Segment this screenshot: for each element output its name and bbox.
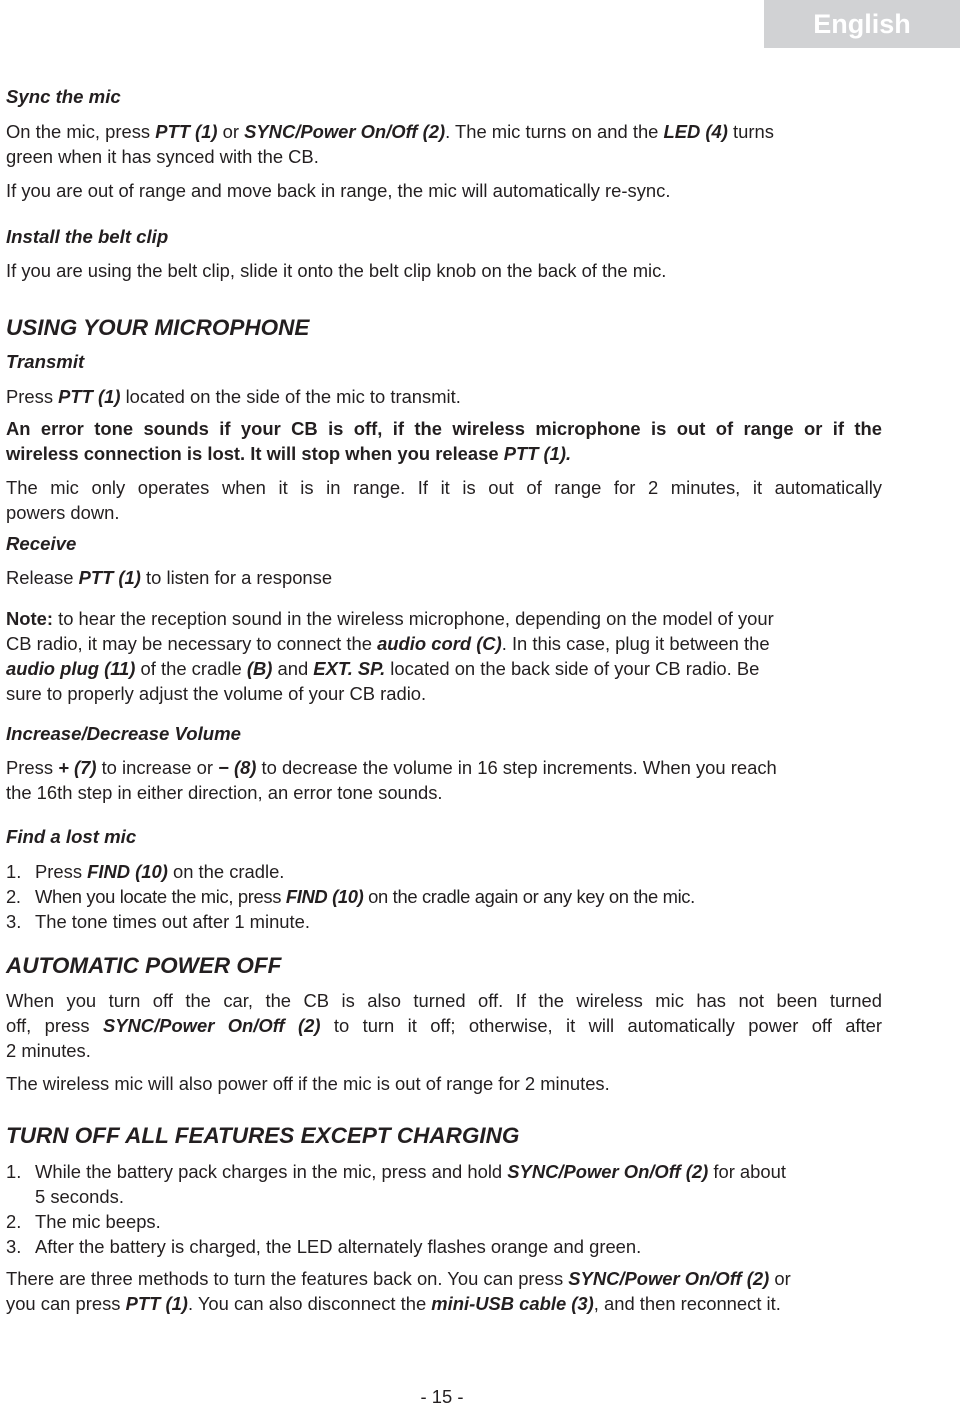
language-tab: English xyxy=(764,0,960,48)
list-item: 3. After the battery is charged, the LED alternately flashes orange and green. xyxy=(6,1236,642,1257)
paragraph-line: If you are using the belt clip, slide it onto the belt clip knob on the back of the mic. xyxy=(6,260,667,281)
list-item: 2. The mic beeps. xyxy=(6,1211,161,1232)
list-item: 1. Press FIND (10) on the cradle. xyxy=(6,861,285,882)
paragraph-line: Press + (7) to increase or − (8) to decrease the volume in 16 step increments. When you reach xyxy=(6,757,777,778)
paragraph-line: off, press SYNC/Power On/Off (2) to turn it off; otherwise, it will automatically power off after xyxy=(6,1015,882,1036)
paragraph-line: wireless connection is lost. It will stop when you release PTT (1). xyxy=(6,443,572,464)
note-line: sure to properly adjust the volume of your CB radio. xyxy=(6,683,427,704)
paragraph-line: An error tone sounds if your CB is off, if the wireless microphone is out of range or if the xyxy=(6,418,882,439)
section-heading-transmit: Transmit xyxy=(6,351,85,372)
note-line: CB radio, it may be necessary to connect the audio cord (C). In this case, plug it between the xyxy=(6,633,770,654)
paragraph-line: powers down. xyxy=(6,502,120,523)
list-item: 1. While the battery pack charges in the mic, press and hold SYNC/Power On/Off (2) for about xyxy=(6,1161,786,1182)
paragraph-line: When you turn off the car, the CB is also turned off. If the wireless mic has not been turned xyxy=(6,990,882,1011)
paragraph-line: Press PTT (1) located on the side of the mic to transmit. xyxy=(6,386,461,407)
paragraph-line: The mic only operates when it is in range. If it is out of range for 2 minutes, it automatically xyxy=(6,477,882,498)
section-heading-find-mic: Find a lost mic xyxy=(6,826,137,847)
paragraph-line: you can press PTT (1). You can also disconnect the mini-USB cable (3), and then reconnect it. xyxy=(6,1293,781,1314)
list-item-continuation: 5 seconds. xyxy=(35,1186,124,1207)
section-title-using-microphone: USING YOUR MICROPHONE xyxy=(6,315,310,340)
paragraph-line: The wireless mic will also power off if the mic is out of range for 2 minutes. xyxy=(6,1073,610,1094)
paragraph-line: If you are out of range and move back in range, the mic will automatically re-sync. xyxy=(6,180,671,201)
note-line: Note: to hear the reception sound in the wireless microphone, depending on the model of your xyxy=(6,608,774,629)
paragraph-line: green when it has synced with the CB. xyxy=(6,146,319,167)
section-title-turn-off-features: TURN OFF ALL FEATURES EXCEPT CHARGING xyxy=(6,1123,520,1148)
section-heading-belt-clip: Install the belt clip xyxy=(6,226,169,247)
paragraph-line: On the mic, press PTT (1) or SYNC/Power On/Off (2). The mic turns on and the LED (4) turns xyxy=(6,121,774,142)
page-number: - 15 - xyxy=(420,1386,464,1407)
note-line: audio plug (11) of the cradle (B) and EXT. SP. located on the back side of your CB radio. Be xyxy=(6,658,760,679)
section-title-automatic-power-off: AUTOMATIC POWER OFF xyxy=(6,953,282,978)
paragraph-line: Release PTT (1) to listen for a response xyxy=(6,567,333,588)
section-heading-volume: Increase/Decrease Volume xyxy=(6,723,241,744)
list-item: 3. The tone times out after 1 minute. xyxy=(6,911,310,932)
section-heading-sync: Sync the mic xyxy=(6,86,121,107)
paragraph-line: the 16th step in either direction, an error tone sounds. xyxy=(6,782,443,803)
list-item: 2. When you locate the mic, press FIND (10) on the cradle again or any key on the mic. xyxy=(6,886,695,907)
paragraph-line: 2 minutes. xyxy=(6,1040,91,1061)
paragraph-line: There are three methods to turn the features back on. You can press SYNC/Power On/Off (2) or xyxy=(6,1268,791,1289)
section-heading-receive: Receive xyxy=(6,533,77,554)
